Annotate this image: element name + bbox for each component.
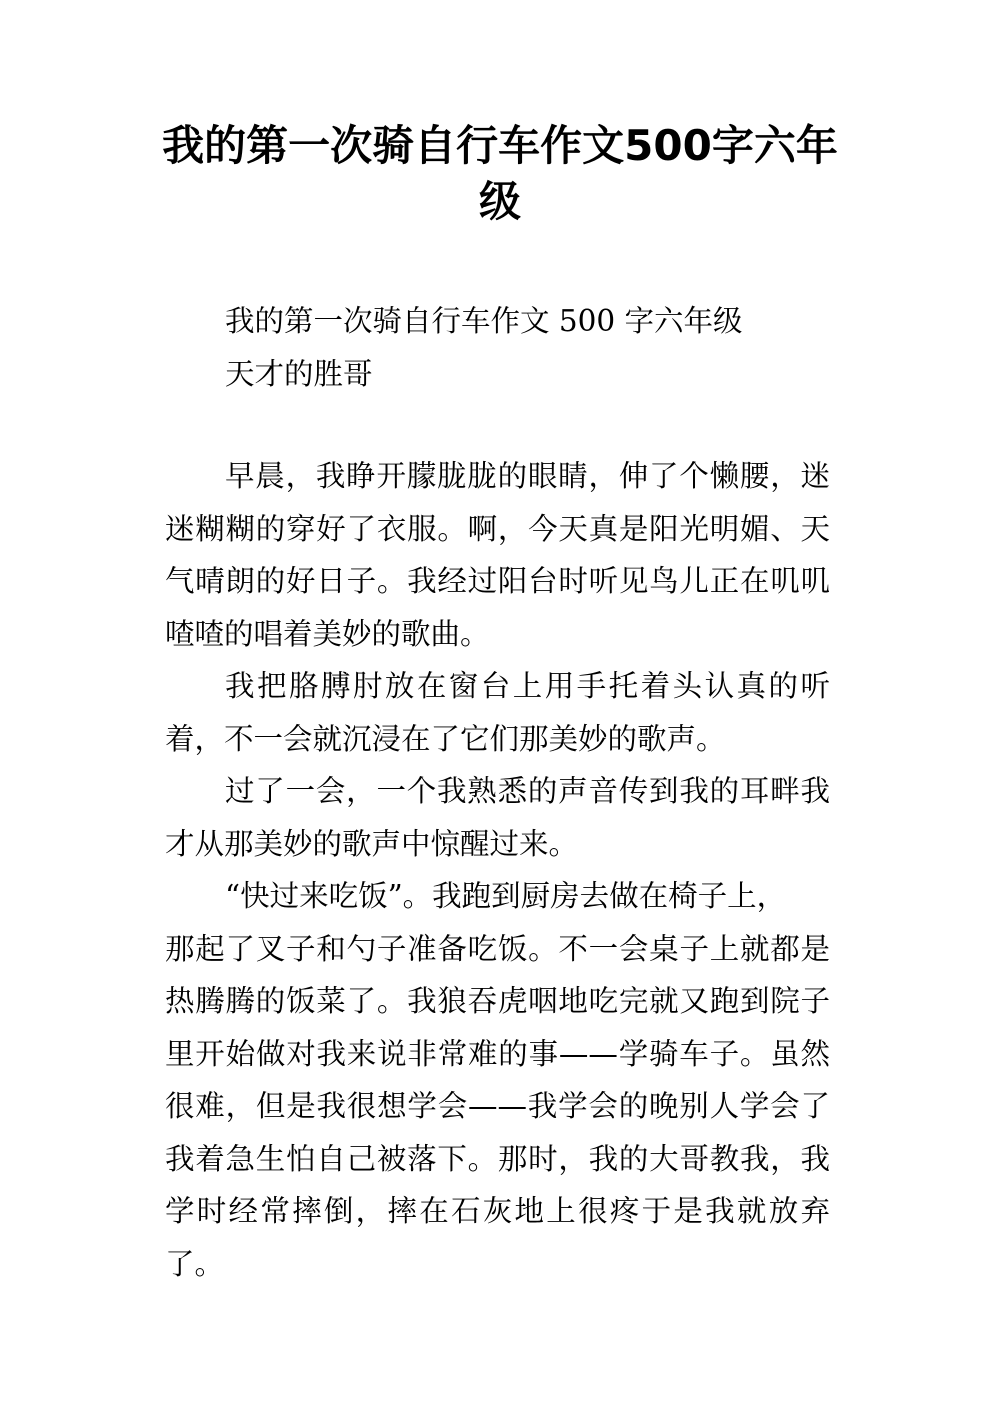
paragraph: 过了一会，一个我熟悉的声音传到我的耳畔我才从那美妙的歌声中惊醒过来。 bbox=[165, 774, 830, 861]
document-title: 我的第一次骑自行车作文500字六年级 bbox=[162, 121, 838, 226]
paragraph: “快过来吃饭”。我跑到厨房去做在椅子上， bbox=[225, 879, 787, 913]
document-meta bbox=[165, 295, 830, 400]
paragraph-continuation: 那起了叉子和勺子准备吃饭。不一会桌子上就都是热腾腾的饭菜了。我狼吞虎咽地吃完就又跑到院子里开始做对我来说非常难的事——学骑车子。虽然很难，但是我很想学会——我学会的晚别人学会了我着急生怕自己被落下。那时，我的大哥教我，我学时经常摔倒，摔在石灰地上很疼于是我就放弃了。 bbox=[165, 931, 830, 1281]
document-subtitle: 我的第一次骑自行车作文 500 字六年级 bbox=[225, 304, 743, 338]
paragraph: 早晨，我睁开朦胧胧的眼睛，伸了个懒腰，迷迷糊糊的穿好了衣服。啊，今天真是阳光明媚、天气晴朗的好日子。我经过阳台时听见鸟儿正在叽叽喳喳的唱着美妙的歌曲。 bbox=[165, 459, 830, 651]
paragraph: 我把胳膊肘放在窗台上用手托着头认真的听着，不一会就沉浸在了它们那美妙的歌声。 bbox=[165, 669, 830, 756]
document-author: 天才的胜哥 bbox=[225, 356, 373, 391]
document-body bbox=[165, 450, 830, 1290]
